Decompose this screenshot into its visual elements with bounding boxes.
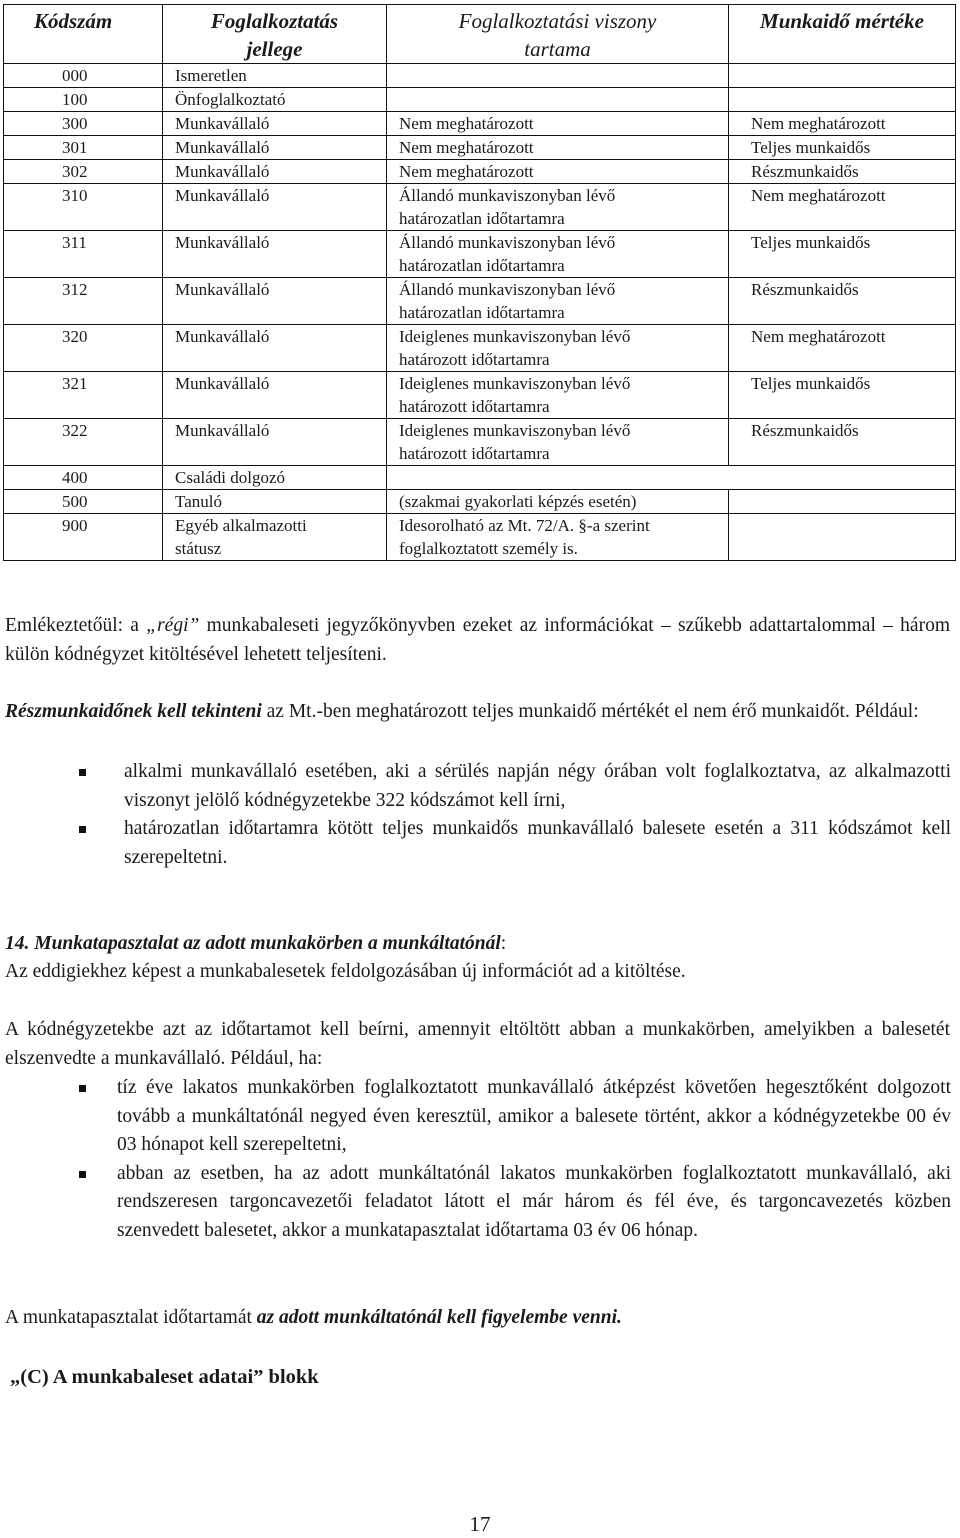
cell-duration-line1: Ideiglenes munkaviszonyban lévő (399, 374, 631, 393)
header-code: Kódszám (4, 5, 163, 64)
block-title: „(C) A munkabaleset adatai” blokk (10, 1366, 319, 1388)
cell-type: Családi dolgozó (163, 466, 387, 490)
cell-code: 302 (4, 160, 163, 184)
table-row (4, 64, 956, 88)
cell-duration: Nem meghatározott (387, 136, 729, 160)
parttime-text: az Mt.-ben meghatározott teljes munkaidő mértékét el nem érő munkaidőt. Például: (261, 701, 919, 722)
table-header-row (4, 5, 956, 64)
cell-code: 500 (4, 490, 163, 514)
parttime-bullet-list (79, 758, 951, 872)
cell-code: 320 (4, 325, 163, 372)
code-table (3, 4, 956, 561)
cell-duration (387, 419, 729, 466)
square-bullet-icon (79, 1085, 86, 1092)
list-item (79, 1160, 951, 1246)
section14-title: 14. Munkatapasztalat az adott munkakörben a munkáltatónál (5, 933, 501, 954)
cell-worktime: Teljes munkaidős (729, 372, 956, 419)
parttime-emphasis: Részmunkaidőnek kell tekinteni (5, 701, 262, 722)
cell-duration (387, 184, 729, 231)
cell-code: 900 (4, 514, 163, 561)
section14-bullet-list (79, 1074, 951, 1245)
cell-type: Munkavállaló (163, 160, 387, 184)
header-worktime: Munkaidő mértéke (729, 5, 956, 64)
cell-duration: Nem meghatározott (387, 112, 729, 136)
cell-code: 310 (4, 184, 163, 231)
cell-code: 321 (4, 372, 163, 419)
cell-type-line2: státusz (175, 539, 222, 558)
cell-worktime: Részmunkaidős (729, 160, 956, 184)
cell-note-line1: Idesorolható az Mt. 72/A. §-a szerint (399, 516, 650, 535)
parttime-paragraph (5, 698, 950, 727)
cell-type: Munkavállaló (163, 231, 387, 278)
cell-type: Ismeretlen (163, 64, 387, 88)
square-bullet-icon (79, 769, 86, 776)
header-employment-type (163, 5, 387, 64)
cell-worktime: Részmunkaidős (729, 419, 956, 466)
cell-type: Munkavállaló (163, 136, 387, 160)
cell-duration-line1: Állandó munkaviszonyban lévő (399, 280, 616, 299)
cell-note-line2: foglalkoztatott személy is. (399, 539, 578, 558)
cell-duration-line1: Állandó munkaviszonyban lévő (399, 233, 616, 252)
cell-duration-line2: határozatlan időtartamra (399, 209, 565, 228)
cell-duration (387, 278, 729, 325)
cell-duration-line1: Állandó munkaviszonyban lévő (399, 186, 616, 205)
cell-worktime: Teljes munkaidős (729, 136, 956, 160)
cell-code: 000 (4, 64, 163, 88)
section14-paragraph: A kódnégyzetekbe azt az időtartamot kell beírni, amennyit eltöltött abban a munkakörben, amelyikben a balesetét elszenvedte a munkavállaló. Például, ha: (5, 1019, 950, 1069)
cell-duration-line2: határozott időtartamra (399, 350, 550, 369)
list-item-text: tíz éve lakatos munkakörben foglalkoztatott munkavállaló átképzést követően hegesztőként dolgozott tovább a munkáltatónál negyed éven keresztül, amikor a balesete történt, akkor a kódnégyzetekbe 00 év 03 hónapot kell szerepeltetni, (117, 1077, 951, 1155)
reminder-paragraph (5, 612, 950, 669)
section14-colon: : (500, 933, 507, 954)
table-row (4, 490, 956, 514)
cell-duration: Nem meghatározott (387, 160, 729, 184)
section14-heading (5, 930, 950, 959)
reminder-text-start: Emlékeztetőül: a (5, 615, 147, 636)
cell-type: Önfoglalkoztató (163, 88, 387, 112)
cell-type: Munkavállaló (163, 184, 387, 231)
reminder-text-end: munkabaleseti jegyzőkönyvben ezeket az információkat – szűkebb adattartalommal – három külön kódnégyzet kitöltésével lehetett teljesíteni. (5, 615, 950, 665)
cell-duration-line2: határozatlan időtartamra (399, 256, 565, 275)
cell-code: 322 (4, 419, 163, 466)
cell-type: Munkavállaló (163, 325, 387, 372)
cell-code: 311 (4, 231, 163, 278)
cell-code: 301 (4, 136, 163, 160)
cell-duration-line2: határozatlan időtartamra (399, 303, 565, 322)
cell-code: 400 (4, 466, 163, 490)
table-row (4, 466, 956, 490)
cell-duration-line1: Ideiglenes munkaviszonyban lévő (399, 327, 631, 346)
list-item-text: határozatlan időtartamra kötött teljes munkaidős munkavállaló balesete esetén a 311 kódszámot kell szerepeltetni. (124, 818, 951, 868)
cell-type: Munkavállaló (163, 372, 387, 419)
cell-type-line1: Egyéb alkalmazotti (175, 516, 307, 535)
cell-worktime: Nem meghatározott (729, 184, 956, 231)
table-row (4, 278, 956, 325)
header-duration-line2: tartama (524, 37, 591, 61)
cell-worktime: Nem meghatározott (729, 325, 956, 372)
header-duration (387, 5, 729, 64)
table-row (4, 231, 956, 278)
cell-type: Munkavállaló (163, 112, 387, 136)
table-row (4, 419, 956, 466)
cell-duration (387, 231, 729, 278)
cell-duration-line2: határozott időtartamra (399, 444, 550, 463)
table-row (4, 184, 956, 231)
list-item-text: abban az esetben, ha az adott munkáltatónál lakatos munkakörben foglalkoztatott munkavállaló, aki rendszeresen targoncavezetői feladatot látott el már három és fél éve, és targoncavezetés közben szenvedett balesetet, akkor a munkatapasztalat időtartama 03 év 06 hónap. (117, 1162, 951, 1241)
cell-worktime: Teljes munkaidős (729, 231, 956, 278)
header-type-line2: jellege (246, 37, 303, 61)
list-item (79, 1074, 951, 1160)
list-item (79, 815, 951, 872)
cell-duration-line2: határozott időtartamra (399, 397, 550, 416)
cell-code: 300 (4, 112, 163, 136)
header-duration-line1: Foglalkoztatási viszony (458, 9, 657, 33)
cell-duration (387, 372, 729, 419)
table-row (4, 514, 956, 561)
table-row (4, 372, 956, 419)
closing-paragraph (5, 1304, 950, 1333)
square-bullet-icon (79, 1171, 86, 1178)
cell-note: (szakmai gyakorlati képzés esetén) (387, 490, 729, 514)
closing-emphasis: az adott munkáltatónál kell figyelembe venni. (256, 1307, 622, 1328)
table-row (4, 136, 956, 160)
cell-code: 100 (4, 88, 163, 112)
reminder-quoted-word: „régi” (146, 615, 200, 636)
list-item-text: alkalmi munkavállaló esetében, aki a sérülés napján négy órában volt foglalkoztatva, az alkalmazotti viszonyt jelölő kódnégyzetekbe 322 kódszámot kell írni, (124, 761, 951, 811)
cell-worktime: Részmunkaidős (729, 278, 956, 325)
closing-text: A munkatapasztalat időtartamát (5, 1307, 257, 1328)
cell-duration (387, 325, 729, 372)
section14-intro: Az eddigiekhez képest a munkabalesetek feldolgozásában új információt ad a kitöltése. (5, 961, 686, 982)
table-row (4, 325, 956, 372)
cell-duration-line1: Ideiglenes munkaviszonyban lévő (399, 421, 631, 440)
list-item (79, 758, 951, 815)
table-row (4, 160, 956, 184)
cell-type (163, 514, 387, 561)
cell-type: Munkavállaló (163, 278, 387, 325)
page-number: 17 (469, 1512, 491, 1536)
cell-code: 312 (4, 278, 163, 325)
square-bullet-icon (79, 826, 86, 833)
header-type-line1: Foglalkoztatás (210, 9, 339, 33)
table-row (4, 112, 956, 136)
cell-worktime: Nem meghatározott (729, 112, 956, 136)
cell-note (387, 514, 729, 561)
table-row (4, 88, 956, 112)
cell-type: Tanuló (163, 490, 387, 514)
cell-type: Munkavállaló (163, 419, 387, 466)
